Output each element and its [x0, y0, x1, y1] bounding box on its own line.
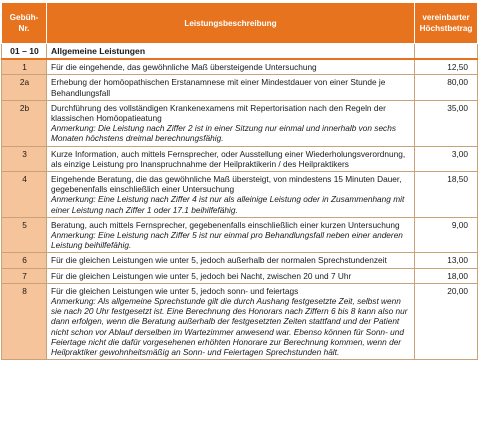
section-number: 01 – 10 — [2, 44, 47, 60]
description-note: Anmerkung: Als allgemeine Sprechstunde gilt die durch Aushang festgesetzte Zeit, selbst wenn sie nach 20 Uhr festgesetzt ist. Eine Berechnung des Honorars nach Ziffern 6 bis 8 kann also nur dann erfolgen, wenn die Beratung außerhalb der festgesetzten Zeiten stattfand und der Patient nicht schon vor Ablauf derselben im Wartezimmer anwesend war. Ebenso können für Sonn- und Feiertage nicht die dafür vorgesehenen erhöhten Honorare zur Berechnung kommen, wenn der Heilpraktiker gewohnheitsmäßig an Sonn- und Feiertagen Sprechstunden hält. — [51, 296, 408, 358]
fee-description — [47, 59, 415, 75]
fee-max-amount: 13,00 — [415, 253, 478, 268]
fee-number: 4 — [2, 172, 47, 218]
section-empty-cell — [415, 44, 478, 60]
fee-description — [47, 217, 415, 253]
header-max-amount — [415, 3, 478, 44]
table-row — [2, 283, 478, 359]
description-text: Erhebung der homöopathischen Erstanamnese mit einer Mindestdauer von einer Stunde je Behandlungsfall — [51, 77, 386, 98]
fee-max-amount: 20,00 — [415, 283, 478, 359]
header-max-amount-label: vereinbarter Höchstbetrag — [419, 13, 473, 33]
table-row — [2, 59, 478, 75]
fee-number: 2b — [2, 100, 47, 146]
fee-max-amount: 80,00 — [415, 75, 478, 100]
description-text: Kurze Information, auch mittels Fernsprecher, oder Ausstellung einer Wiederholungsverordnung, als einzige Leistung pro Inanspruchnahme der Heilpraktikerin / des Heilpraktikers — [51, 148, 406, 169]
section-row — [2, 44, 478, 60]
description-note: Anmerkung: Eine Leistung nach Ziffer 4 ist nur als alleinige Leistung oder in Zusammenhang mit einer Leistung nach Ziffer 1 oder 17.1 beihilfefähig. — [51, 194, 405, 215]
fee-number: 5 — [2, 217, 47, 253]
table-row — [2, 217, 478, 253]
fee-max-amount: 18,50 — [415, 172, 478, 218]
description-text: Durchführung des vollständigen Krankenexamens mit Repertorisation nach den Regeln der klassischen Homöopatieatung — [51, 102, 386, 124]
table-row — [2, 253, 478, 268]
fee-description — [47, 100, 415, 146]
table-row — [2, 100, 478, 146]
fee-description — [47, 283, 415, 359]
fee-number: 6 — [2, 253, 47, 268]
table-row — [2, 172, 478, 218]
description-text: Für die gleichen Leistungen wie unter 5, jedoch außerhalb der normalen Sprechstundenzeit — [51, 255, 387, 266]
fee-max-amount: 3,00 — [415, 146, 478, 171]
description-text: Für die gleichen Leistungen wie unter 5, jedoch sonn- und feiertags — [51, 285, 299, 296]
fee-max-amount: 35,00 — [415, 100, 478, 146]
table-row — [2, 146, 478, 171]
fee-max-amount: 12,50 — [415, 59, 478, 75]
description-note: Anmerkung: Die Leistung nach Ziffer 2 ist in einer Sitzung nur einmal und innerhalb von sechs Monaten höchstens dreimal berechnungsfähig. — [51, 123, 396, 144]
fee-number: 7 — [2, 268, 47, 283]
fee-description — [47, 75, 415, 100]
description-text: Beratung, auch mittels Fernsprecher, gegebenenfalls einschließlich einer kurzen Untersuchung — [51, 219, 400, 230]
fee-description — [47, 172, 415, 218]
header-description — [47, 3, 415, 44]
description-text: Eingehende Beratung, die das gewöhnliche Maß übersteigt, von mindestens 15 Minuten Dauer, gegebenenfalls einschließlich einer Untersuchung — [51, 174, 402, 195]
table-row — [2, 268, 478, 283]
fee-description — [47, 268, 415, 283]
section-title: Allgemeine Leistungen — [47, 44, 415, 60]
fee-max-amount: 18,00 — [415, 268, 478, 283]
description-text: Für die eingehende, das gewöhnliche Maß übersteigende Untersuchung — [51, 62, 317, 73]
fee-number: 1 — [2, 59, 47, 75]
fee-number: 3 — [2, 146, 47, 171]
description-text: Für die gleichen Leistungen wie unter 5, jedoch bei Nacht, zwischen 20 und 7 Uhr — [51, 270, 352, 281]
fee-table — [1, 2, 478, 360]
fee-description — [47, 253, 415, 268]
header-description-label: Leistungsbeschreibung — [184, 18, 277, 28]
table-header-row — [2, 3, 478, 44]
fee-max-amount: 9,00 — [415, 217, 478, 253]
fee-number: 8 — [2, 283, 47, 359]
header-fee-number-label: Gebüh- Nr. — [9, 13, 39, 33]
table-row — [2, 75, 478, 100]
fee-description — [47, 146, 415, 171]
description-note: Anmerkung: Eine Leistung nach Ziffer 5 ist nur einmal pro Behandlungsfall neben einer anderen Leistung beihilfefähig. — [51, 230, 403, 251]
fee-number: 2a — [2, 75, 47, 100]
header-fee-number — [2, 3, 47, 44]
